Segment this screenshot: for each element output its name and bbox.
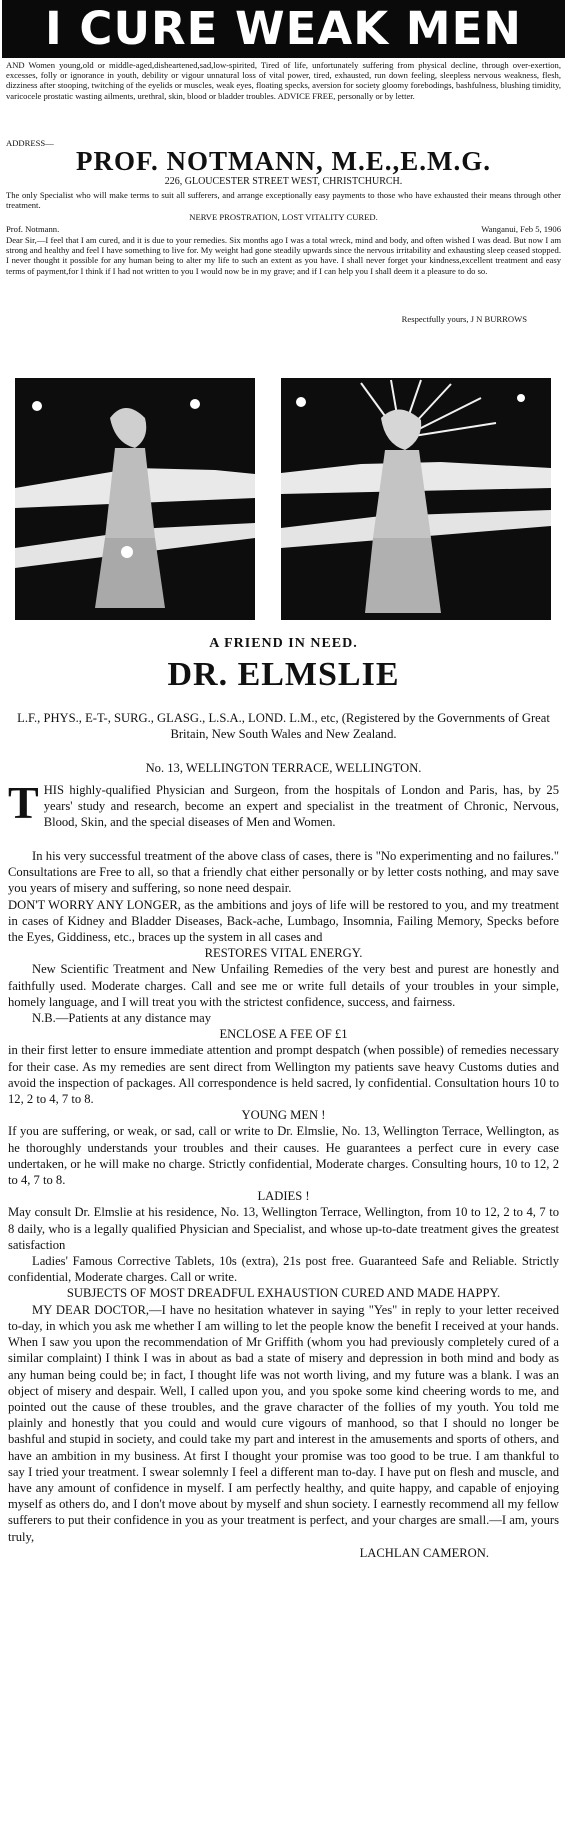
address-label: ADDRESS— (6, 138, 54, 148)
before-figure-icon (15, 378, 255, 620)
prof-street-address: 226, GLOUCESTER STREET WEST, CHRISTCHURCH. (164, 176, 403, 187)
prof-name-heading: PROF. NOTMANN, M.E.,E.M.G. (76, 146, 491, 176)
testimonial-signature: LACHLAN CAMERON. (359, 1545, 489, 1560)
doctor-name-heading: DR. ELMSLIE (167, 656, 400, 693)
ladies-tablets-paragraph: Ladies' Famous Corrective Tablets, 10s (extra), 21s post free. Guaranteed Safe and Reliable. Strictly confidential, Moderate charges. Call or write. (8, 1254, 559, 1285)
advertisement-body (8, 848, 559, 1561)
nb-patients-line: N.B.—Patients at any distance may (32, 1011, 212, 1026)
testimonial-letter: MY DEAR DOCTOR,—I have no hesitation whatever in saying "Yes" in reply to your letter received to-day, in which you ask me whether I am willing to let the people know the benefit I received at your hands. When I saw you upon the recommendation of Mr Griffith (whom you had previously completely cured of a similar complaint) I think I was in about as bad a state of misery and depression in both mind and body as any human being could be; in fact, I thought life was not worth living, and my future was a blank. I was an object of misery and despair. Well, I called upon you, and you spoke some kind cheering words to me, and pointed out the cause of these troubles, and the grave character of the follies of my youth. You told me plainly and honestly that you could and would cure vigours of manhood, so that I should no longer be bashful and stupid in society, and could take my part and interest in the amusements and sports of others, and have an ambition in my business. At first I thought your promise was too good to be true. I am thankful to say I tried your treatment. I swear solemnly I feel a different man to-day. I have put on flesh and muscle, and have any amount of confidence in myself. I am perfectly healthy, and quite happy, and capable of enjoying myself as others do, and I don't move about by myself and shun society. I earnestly recommend all my fellow sufferers to put their confidence in you as your treatment is perfect, and your charges are small.—I am, yours truly, (8, 1302, 559, 1544)
after-illustration (281, 378, 551, 620)
subjects-cured-heading: SUBJECTS OF MOST DREADFUL EXHAUSTION CURED AND MADE HAPPY. (66, 1286, 501, 1301)
dont-worry-paragraph: DON'T WORRY ANY LONGER, as the ambitions and joys of life will be restored to you, and my treatment in cases of Kidney and Bladder Diseases, Back-ache, Lumbago, Insomnia, Failing Memory, Specks before the Eyes, Giddiness, etc., braces up the system in all cases and (8, 897, 559, 945)
only-specialist-paragraph: The only Specialist who will make terms to suit all sufferers, and arrange exceptionally easy payments to those who have exhausted their means through other treatment. (6, 190, 561, 211)
banner-headline: I CURE WEAK MEN (2, 0, 565, 58)
before-illustration (15, 378, 255, 620)
ladies-paragraph: May consult Dr. Elmslie at his residence, No. 13, Wellington Terrace, Wellington, from 10 to 12, 2 to 4, 7 to 8 daily, who is a legally qualified Physician and Specialist, and whose up-to-date treatment gives the greatest satisfaction (8, 1205, 559, 1252)
after-figure-icon (281, 378, 551, 620)
enclose-fee-paragraph: in their first letter to ensure immediate attention and prompt despatch (when possible) of remedies necessary for their case. As my remedies are sent direct from Wellington my patients save heavy Customs duties and avoid the inspection of packages. All correspondence is held sacred, ly confidential. Consultation hours 10 to 12, 2 to 4, 7 to 8. (8, 1043, 559, 1107)
nerve-prostration-heading: NERVE PROSTRATION, LOST VITALITY CURED. (189, 212, 378, 222)
letter-place-date: Wanganui, Feb 5, 1906 (481, 224, 561, 234)
ladies-heading: LADIES ! (257, 1189, 310, 1204)
restores-vital-energy-heading: RESTORES VITAL ENERGY. (204, 946, 363, 961)
doctor-credentials: L.F., PHYS., E-T-, SURG., GLASG., L.S.A., LOND. L.M., etc, (Registered by the Governments of Great Britain, New South Wales and New Zealand. (17, 711, 550, 742)
intro-physician-paragraph (8, 777, 559, 831)
successful-treatment-paragraph: In his very successful treatment of the above class of cases, there is "No experimenting and no failures." Consultations are Free to all, so that a friendly chat either personally or by letter costs nothing, and may save you years of misery and suffering, so none need despair. (8, 849, 559, 896)
intro-paragraph: AND Women young,old or middle-aged,disheartened,sad,low-spirited, Tired of life, unfortunately suffering from physical decline, through over-exertion, excesses, folly or ignorance in youth, debility or vigour unnatural loss of vital power, tired, exhausted, run down feeling, sleepless nervous weakness, flesh, dizziness after stooping, twitching of the eyelids or muscles, weak eyes, floating specks, aversion for society gloomy forebodings, bashfulness, blushing timidity, varicocele prostatic wasting ailments, urethral, skin, blood or bladder troubles. ADVICE FREE, personally or by letter. (6, 60, 561, 101)
young-men-paragraph: If you are suffering, or weak, or sad, call or write to Dr. Elmslie, No. 13, Wellington Terrace, Wellington, as he thoroughly understands your troubles and their causes. He guarantees a perfect cure in every case undertaken, or he will make no charge. Strictly confidential, Moderate charges. Consulting hours, 10 to 12, 2 to 4, 7 to 8. (8, 1124, 559, 1188)
physician-paragraph-text: HIS highly-qualified Physician and Surgeon, from the hospitals of London and Paris, has, by 25 years' study and research, become an expert and specialist in the treatment of Chronic, Nervous, Blood, Skin, and the special diseases of Men and Women. (43, 783, 559, 830)
scientific-treatment-paragraph: New Scientific Treatment and New Unfailing Remedies of the very best and purest are honestly and faithfully used. Moderate charges. Call and see me or write full details of your troubles in your simple, homely language, and I will treat you with the strictest confidence, success, and fairness. (8, 962, 559, 1009)
young-men-heading: YOUNG MEN ! (241, 1108, 326, 1123)
letter-recipient: Prof. Notmann. (6, 224, 60, 234)
enclose-fee-heading: ENCLOSE A FEE OF £1 (219, 1027, 348, 1042)
friend-in-need-heading: A FRIEND IN NEED. (209, 636, 358, 651)
letter-signature: Respectfully yours, J N BURROWS (401, 314, 527, 324)
letter-body: Dear Sir,—I feel that I am cured, and it is due to your remedies. Six months ago I was a total wreck, mind and body, and often wished I was dead. But now I am strong and healthy and feel I have something to live for. My weight had gone steadily upwards since the nervous irritability and exhausting sleep ceased stopped. I never thought it possible for any human being to alter my life to such an extent as you have. I shall never forget your kindness,excellent treatment and easy terms of payment,for I think if I had not written to you I would now be in my grave; and if I can help you I shall deem it a pleasure to do so. (6, 235, 561, 276)
doctor-address: No. 13, WELLINGTON TERRACE, WELLINGTON. (145, 761, 422, 775)
letter-header (6, 224, 561, 234)
drop-cap: T (8, 777, 39, 828)
